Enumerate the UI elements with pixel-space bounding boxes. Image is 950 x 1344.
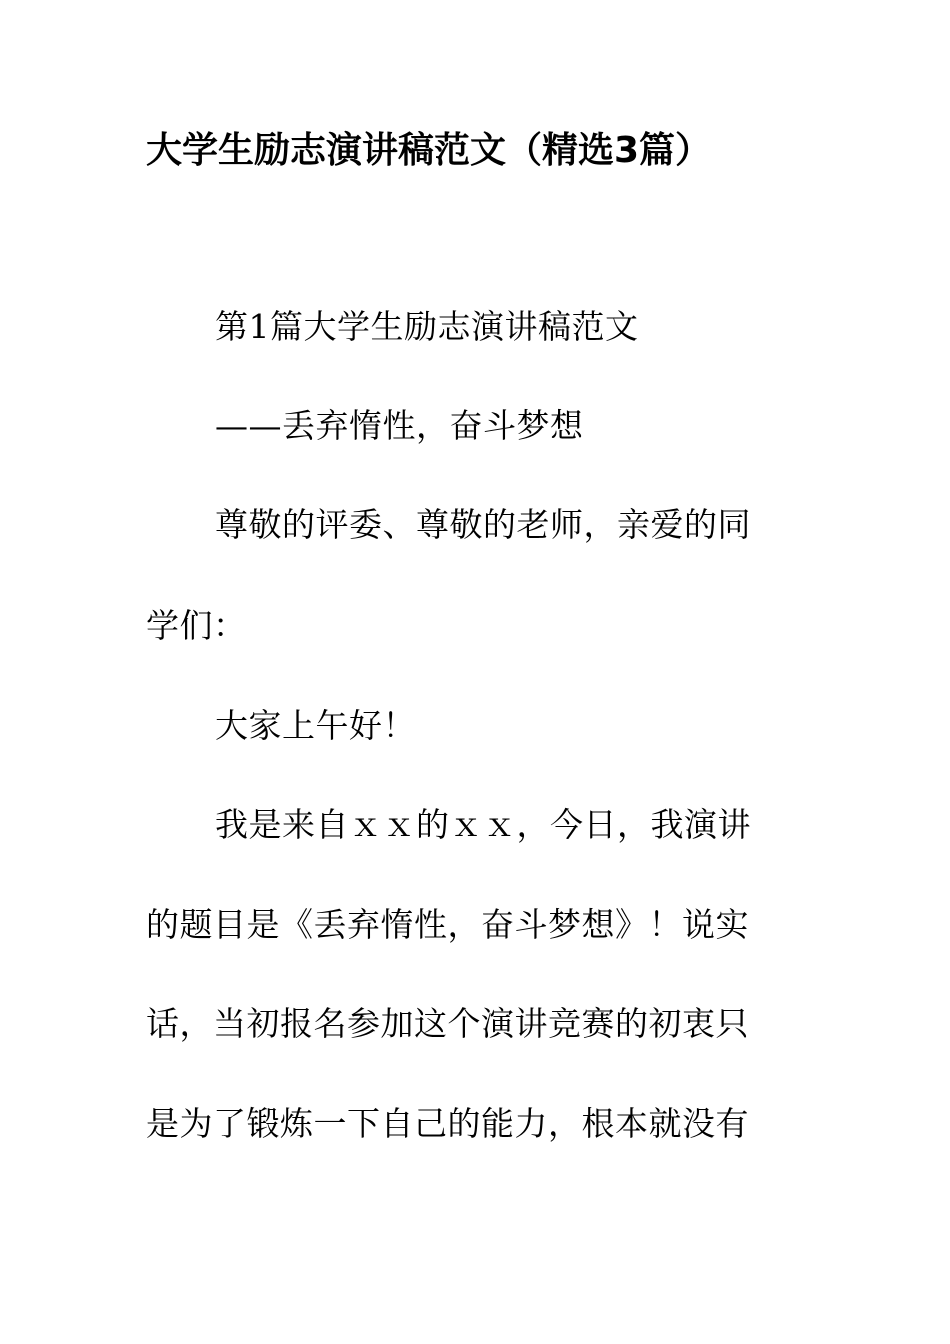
paragraph-line: 我是来自ｘｘ的ｘｘ，今日，我演讲 [215,805,751,844]
paragraph-line: 是为了锻炼一下自己的能力，根本就没有 [146,1104,749,1143]
section-subtitle: ——丢弃惰性，奋斗梦想 [215,406,584,445]
paragraph-line: 学们： [146,606,247,645]
paragraph-line: 大家上午好！ [215,706,416,745]
paragraph-line: 话，当初报名参加这个演讲竞赛的初衷只 [146,1004,749,1043]
document-title: 大学生励志演讲稿范文（精选3篇） [146,130,712,171]
paragraph-line: 尊敬的评委、尊敬的老师，亲爱的同 [215,505,751,544]
paragraph-line: 的题目是《丢弃惰性，奋斗梦想》！说实 [146,905,749,944]
section-heading: 第1篇大学生励志演讲稿范文 [215,307,639,346]
